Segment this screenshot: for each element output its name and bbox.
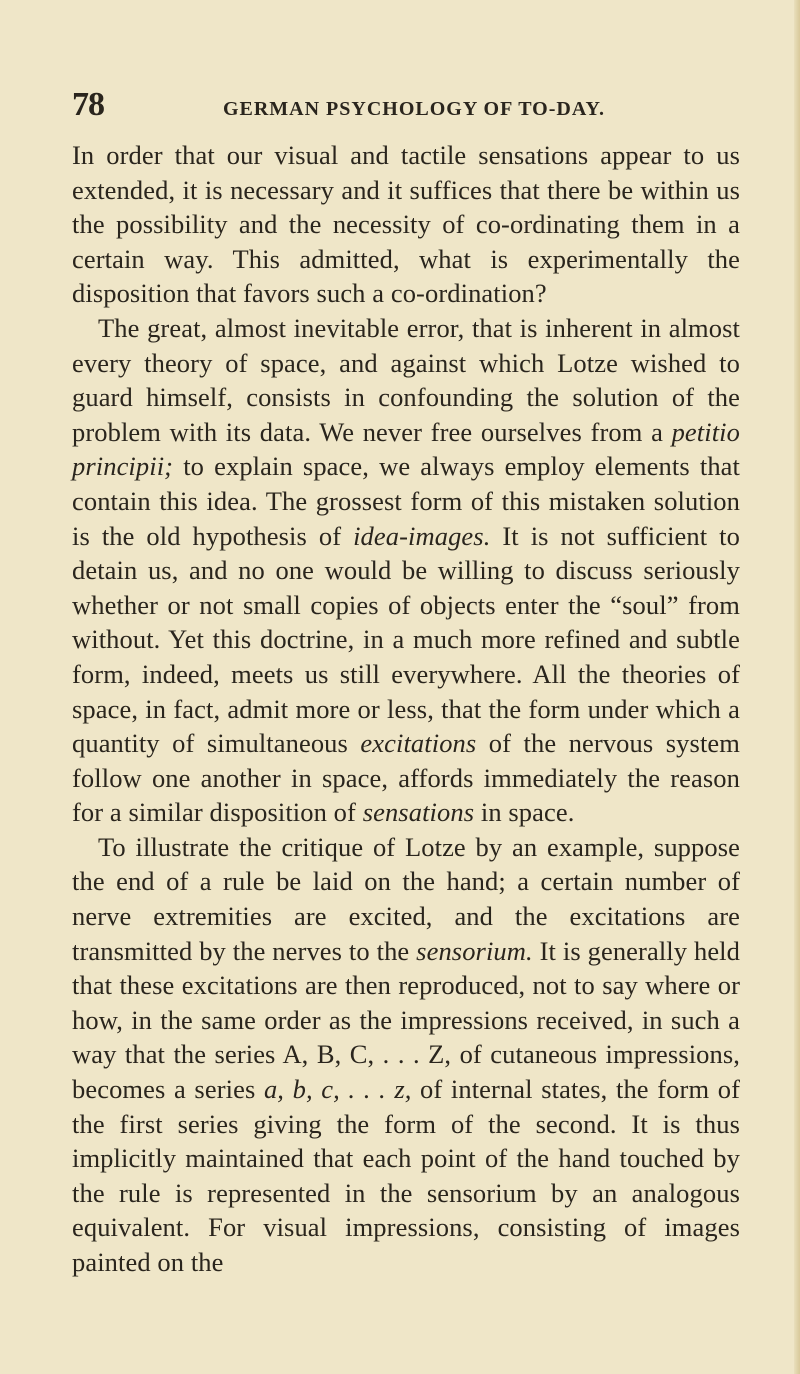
- text-run: to explain space, we always employ elements that contain this idea. The grossest form of this mistaken solution is the old hypothesis of: [72, 451, 740, 551]
- paragraph: [72, 830, 740, 1280]
- page-edge: [794, 0, 800, 1374]
- text-run: In order that our visual and tactile sensations appear to us extended, it is necessary and it suffices that there be within us the possibility and the necessity of co-ordinating them in a certain way. This admitted, what is experimentally the disposition that favors such a co-ordination?: [72, 140, 740, 309]
- running-title: GERMAN PSYCHOLOGY OF TO-DAY.: [222, 98, 606, 120]
- text-run: of internal states, the form of the first series giving the form of the second. It is thus implicitly maintained that each point of the hand touched by the rule is represented in the sensorium by an analogous equivalent. For visual impressions, consisting of images painted on the: [72, 1074, 741, 1277]
- text-run: It is generally held that these excitations are then reproduced, not to say where or how, in the same order as the impressions received, in such a way that the series A, B, C, . . . Z, of cutaneous impressions, becomes a series: [72, 935, 740, 1105]
- italic-run: sensorium.: [416, 935, 533, 966]
- italic-run: excitations: [360, 728, 477, 759]
- text-run: It is not sufficient to detain us, and no one would be willing to discuss seriously whether or not small copies of objects enter the “soul” from without. Yet this doctrine, in a much more refined and subtle form, indeed, meets us still everywhere. All the theories of space, in fact, admit more or less, that the form under which a quantity of simultaneous: [72, 520, 740, 759]
- text-run: in space.: [474, 797, 575, 828]
- text-run: To illustrate the critique of Lotze by an example, suppose the end of a rule be laid on the hand; a certain number of nerve extremities are excited, and the excitations are transmitted by the nerves to the: [72, 831, 740, 966]
- running-head: [72, 86, 740, 126]
- italic-run: idea-images.: [353, 520, 491, 551]
- text-run: of the nervous system follow one another in space, affords immediately the reason for a similar disposition of: [72, 728, 740, 828]
- paragraph: [72, 138, 740, 311]
- italic-run: sensations: [362, 797, 475, 828]
- text-run: The great, almost inevitable error, that is inherent in almost every theory of space, and against which Lotze wished to guard himself, consists in confounding the solution of the problem with its data. We never free ourselves from a: [72, 312, 740, 447]
- page-number: 78: [72, 86, 104, 123]
- paragraph: [72, 311, 740, 830]
- italic-run: a, b, c, . . . z,: [263, 1074, 412, 1105]
- italic-run: petitio principii;: [72, 416, 740, 482]
- body-text: [72, 138, 740, 1280]
